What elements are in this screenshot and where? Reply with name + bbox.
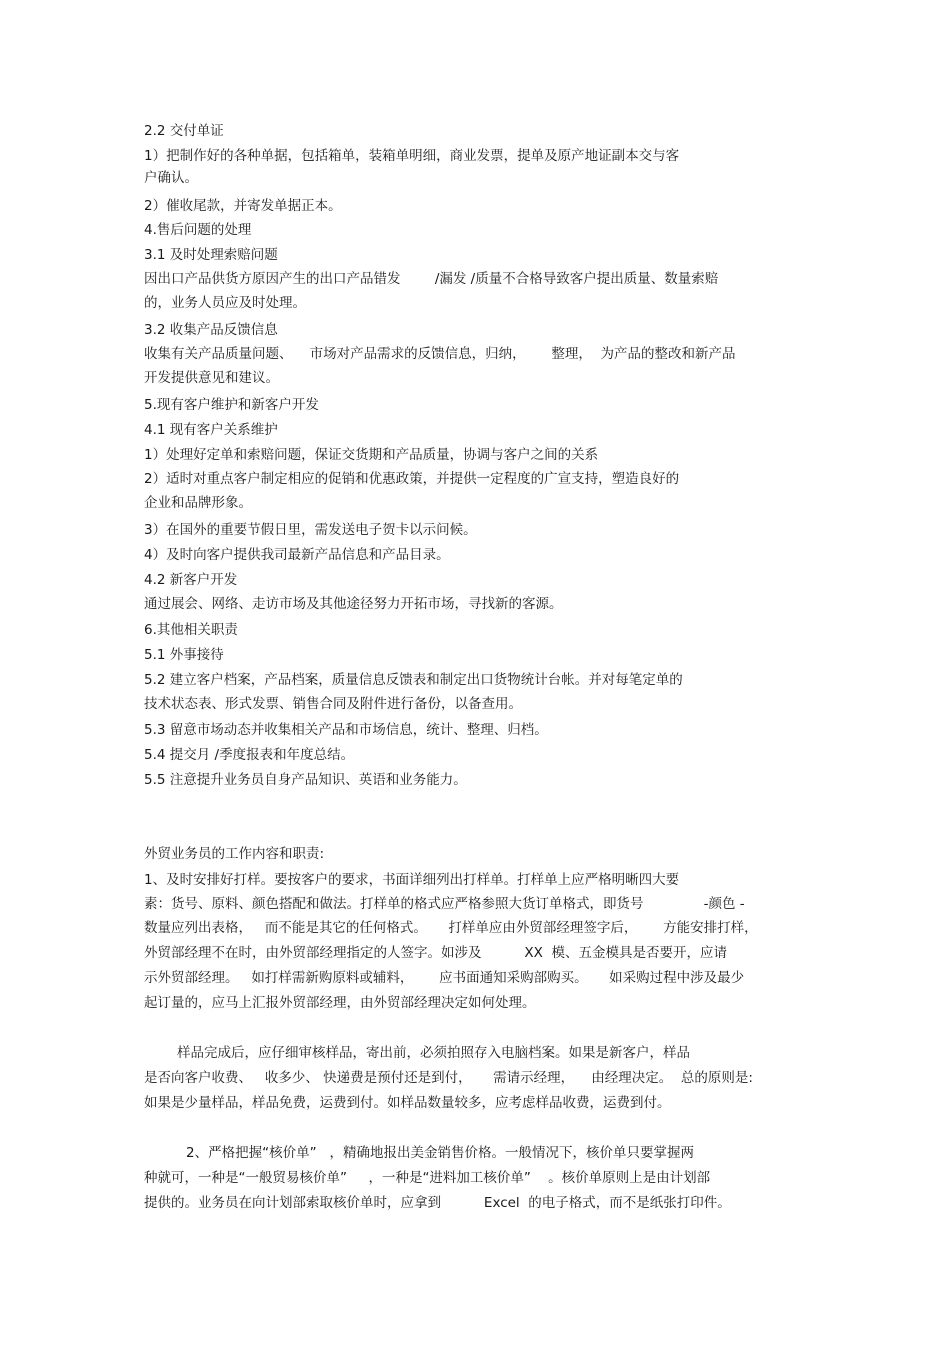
heading-4-2: 4.2 新客户开发 (144, 572, 238, 588)
text-line: 4）及时向客户提供我司最新产品信息和产品目录。 (144, 547, 450, 563)
heading-5-1: 5.1 外事接待 (144, 647, 224, 663)
text-line: 2、严格把握“核价单” ，精确地报出美金销售价格。一般情况下，核价单只要掌握两 (186, 1145, 694, 1161)
text-line: 2）催收尾款，并寄发单据正本。 (144, 198, 342, 214)
text-line: 素：货号、原料、颜色搭配和做法。打样单的格式应严格参照大货订单格式，即货号 -颜色 - (144, 896, 745, 912)
section-title: 外贸业务员的工作内容和职责: (144, 846, 325, 862)
text-line: 5.5 注意提升业务员自身产品知识、英语和业务能力。 (144, 772, 467, 788)
text-line: 是否向客户收费、 收多少、 快递费是预付还是到付， 需请示经理， 由经理决定。 总的原则是: (144, 1070, 753, 1086)
text-line: 样品完成后，应仔细审核样品，寄出前，必须拍照存入电脑档案。如果是新客户，样品 (177, 1045, 690, 1061)
text-line: 种就可，一种是“一般贸易核价单” ，一种是“进料加工核价单” 。核价单原则上是由计划部 (144, 1170, 711, 1186)
text-line: 2）适时对重点客户制定相应的促销和优惠政策，并提供一定程度的广宣支持，塑造良好的 (144, 471, 680, 487)
heading-5: 5.现有客户维护和新客户开发 (144, 397, 319, 413)
text-line: 数量应列出表格， 而不能是其它的任何格式。 打样单应由外贸部经理签字后， 方能安排打样， (144, 920, 758, 936)
heading-4-1: 4.1 现有客户关系维护 (144, 422, 278, 438)
text-line: 5.4 提交月 /季度报表和年度总结。 (144, 747, 355, 763)
text-line: 通过展会、网络、走访市场及其他途径努力开拓市场，寻找新的客源。 (144, 596, 563, 612)
text-line: 收集有关产品质量问题、 市场对产品需求的反馈信息，归纳， 整理， 为产品的整改和新产品 (144, 346, 736, 362)
text-line: 1、及时安排好打样。要按客户的要求，书面详细列出打样单。打样单上应严格明晰四大要 (144, 872, 680, 888)
text-line: 外贸部经理不在时，由外贸部经理指定的人签字。如涉及 XX 模、五金模具是否要开，应请 (144, 945, 727, 961)
text-line: 起订量的，应马上汇报外贸部经理，由外贸部经理决定如何处理。 (144, 995, 536, 1011)
text-line: 户确认。 (144, 170, 198, 186)
text-line: 1）处理好定单和索赔问题，保证交货期和产品质量，协调与客户之间的关系 (144, 447, 599, 463)
text-line: 5.2 建立客户档案，产品档案，质量信息反馈表和制定出口货物统计台帐。并对每笔定单的 (144, 672, 683, 688)
text-line: 的，业务人员应及时处理。 (144, 295, 306, 311)
text-line: 5.3 留意市场动态并收集相关产品和市场信息，统计、整理、归档。 (144, 722, 548, 738)
heading-4: 4.售后问题的处理 (144, 222, 252, 238)
text-line: 开发提供意见和建议。 (144, 370, 279, 386)
text-line: 提供的。业务员在向计划部索取核价单时，应拿到 Excel 的电子格式，而不是纸张打印件。 (144, 1195, 731, 1211)
text-line: 技术状态表、形式发票、销售合同及附件进行备份，以备查用。 (144, 696, 522, 712)
heading-2-2: 2.2 交付单证 (144, 123, 224, 139)
heading-3-2: 3.2 收集产品反馈信息 (144, 322, 278, 338)
text-line: 如果是少量样品，样品免费，运费到付。如样品数量较多，应考虑样品收费，运费到付。 (144, 1095, 671, 1111)
text-line: 企业和品牌形象。 (144, 495, 252, 511)
heading-6: 6.其他相关职责 (144, 622, 238, 638)
text-line: 3）在国外的重要节假日里，需发送电子贺卡以示问候。 (144, 522, 477, 538)
text-line: 1）把制作好的各种单据，包括箱单，装箱单明细，商业发票，提单及原产地证副本交与客 (144, 148, 680, 164)
text-line: 因出口产品供货方原因产生的出口产品错发 /漏发 /质量不合格导致客户提出质量、数量索赔 (144, 271, 719, 287)
heading-3-1: 3.1 及时处理索赔问题 (144, 247, 278, 263)
text-line: 示外贸部经理。 如打样需新购原料或辅料， 应书面通知采购部购买。 如采购过程中涉及最少 (144, 970, 745, 986)
